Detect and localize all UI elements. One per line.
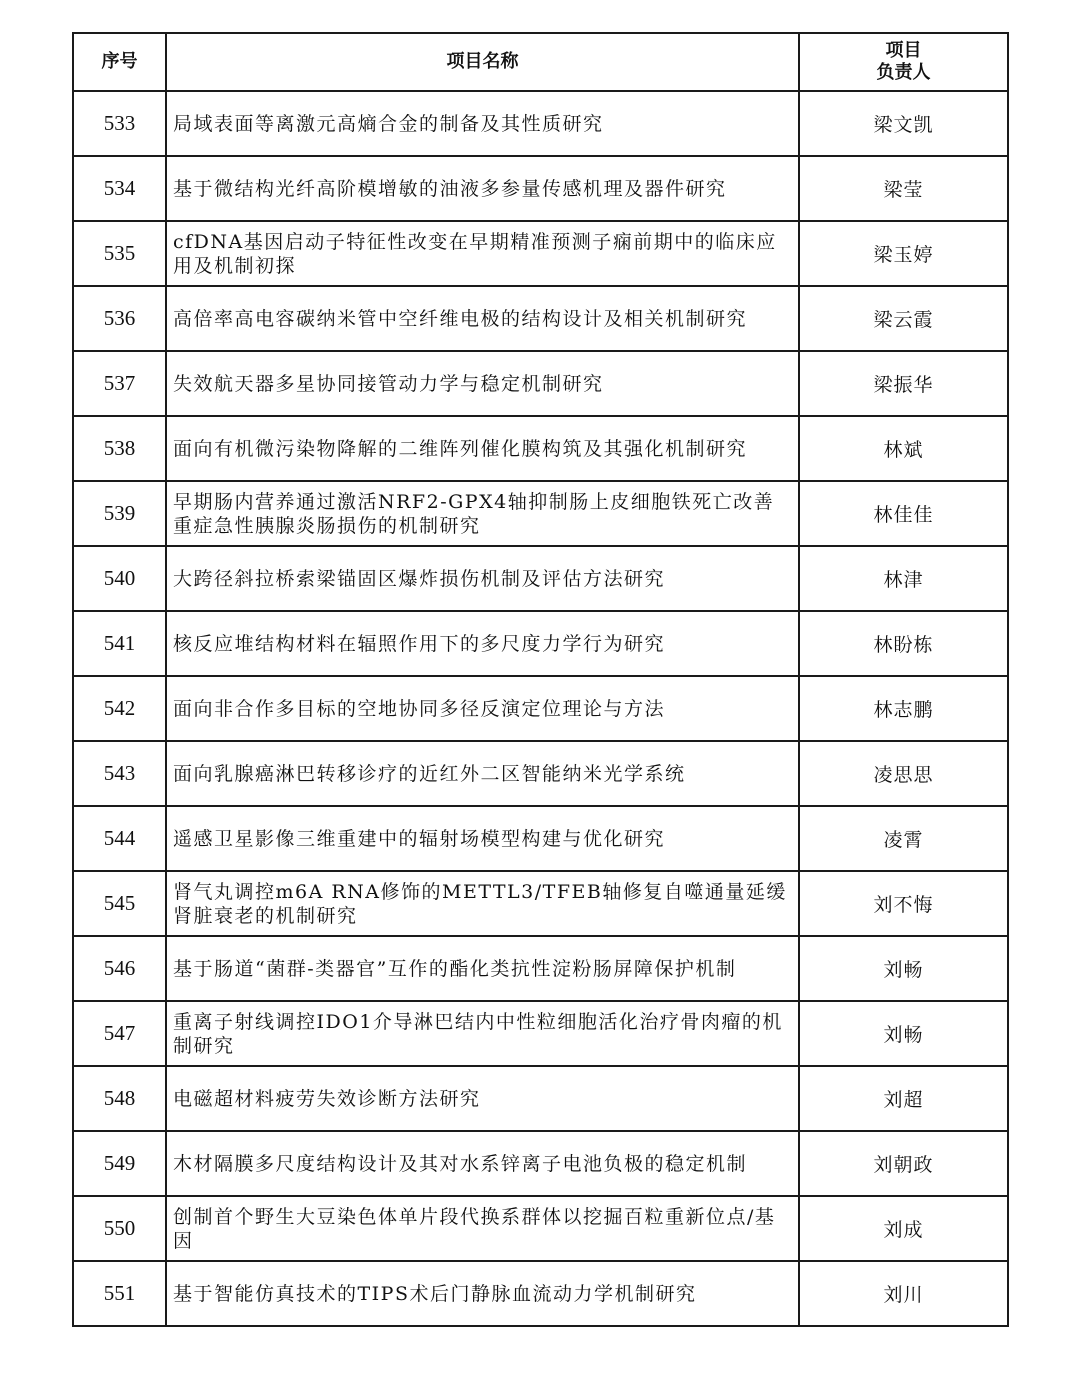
row-project-name: 面向有机微污染物降解的二维阵列催化膜构筑及其强化机制研究 xyxy=(166,416,799,481)
row-project-leader: 林佳佳 xyxy=(799,481,1008,546)
row-serial-number: 538 xyxy=(73,416,166,481)
table-row xyxy=(73,351,1008,416)
header-serial-number: 序号 xyxy=(73,33,166,91)
row-serial-number: 536 xyxy=(73,286,166,351)
table-row xyxy=(73,806,1008,871)
table-row xyxy=(73,611,1008,676)
row-project-name: 面向乳腺癌淋巴转移诊疗的近红外二区智能纳米光学系统 xyxy=(166,741,799,806)
row-project-name: 创制首个野生大豆染色体单片段代换系群体以挖掘百粒重新位点/基因 xyxy=(166,1196,799,1261)
row-serial-number: 550 xyxy=(73,1196,166,1261)
row-project-name: 基于肠道“菌群-类器官”互作的酯化类抗性淀粉肠屏障保护机制 xyxy=(166,936,799,1001)
table-row xyxy=(73,286,1008,351)
table-row xyxy=(73,416,1008,481)
row-project-name: 失效航天器多星协同接管动力学与稳定机制研究 xyxy=(166,351,799,416)
row-project-leader: 梁振华 xyxy=(799,351,1008,416)
header-project-leader-line2: 负责人 xyxy=(876,62,931,83)
table-row xyxy=(73,546,1008,611)
header-project-leader-line1: 项目 xyxy=(885,40,922,61)
row-serial-number: 548 xyxy=(73,1066,166,1131)
row-serial-number: 546 xyxy=(73,936,166,1001)
table-row xyxy=(73,676,1008,741)
row-project-leader: 梁文凯 xyxy=(799,91,1008,156)
row-project-name: 遥感卫星影像三维重建中的辐射场模型构建与优化研究 xyxy=(166,806,799,871)
table-row xyxy=(73,221,1008,286)
row-project-leader: 林志鹏 xyxy=(799,676,1008,741)
row-serial-number: 539 xyxy=(73,481,166,546)
row-serial-number: 549 xyxy=(73,1131,166,1196)
row-serial-number: 551 xyxy=(73,1261,166,1326)
row-project-name: 早期肠内营养通过激活NRF2-GPX4轴抑制肠上皮细胞铁死亡改善重症急性胰腺炎肠损伤的机制研究 xyxy=(166,481,799,546)
row-project-name: 电磁超材料疲劳失效诊断方法研究 xyxy=(166,1066,799,1131)
table-header-row xyxy=(73,33,1008,91)
row-serial-number: 540 xyxy=(73,546,166,611)
row-project-name: 木材隔膜多尺度结构设计及其对水系锌离子电池负极的稳定机制 xyxy=(166,1131,799,1196)
table-row xyxy=(73,1066,1008,1131)
row-project-name: 局域表面等离激元高熵合金的制备及其性质研究 xyxy=(166,91,799,156)
row-project-leader: 林津 xyxy=(799,546,1008,611)
row-serial-number: 545 xyxy=(73,871,166,936)
row-project-leader: 刘朝政 xyxy=(799,1131,1008,1196)
row-serial-number: 543 xyxy=(73,741,166,806)
header-project-name: 项目名称 xyxy=(166,33,799,91)
row-serial-number: 537 xyxy=(73,351,166,416)
row-project-name: 基于微结构光纤高阶模增敏的油液多参量传感机理及器件研究 xyxy=(166,156,799,221)
row-serial-number: 533 xyxy=(73,91,166,156)
row-project-name: 大跨径斜拉桥索梁锚固区爆炸损伤机制及评估方法研究 xyxy=(166,546,799,611)
table-row xyxy=(73,156,1008,221)
row-project-name: 面向非合作多目标的空地协同多径反演定位理论与方法 xyxy=(166,676,799,741)
row-project-leader: 刘超 xyxy=(799,1066,1008,1131)
row-project-name: 肾气丸调控m6A RNA修饰的METTL3/TFEB轴修复自噬通量延缓肾脏衰老的机制研究 xyxy=(166,871,799,936)
row-project-name: 高倍率高电容碳纳米管中空纤维电极的结构设计及相关机制研究 xyxy=(166,286,799,351)
row-project-leader: 刘畅 xyxy=(799,1001,1008,1066)
table-row xyxy=(73,1131,1008,1196)
row-serial-number: 544 xyxy=(73,806,166,871)
row-project-leader: 林盼栋 xyxy=(799,611,1008,676)
table-row xyxy=(73,1261,1008,1326)
table-row xyxy=(73,936,1008,1001)
row-serial-number: 542 xyxy=(73,676,166,741)
row-project-leader: 梁莹 xyxy=(799,156,1008,221)
header-project-leader xyxy=(799,33,1008,91)
row-serial-number: 547 xyxy=(73,1001,166,1066)
row-project-leader: 刘成 xyxy=(799,1196,1008,1261)
row-project-leader: 凌思思 xyxy=(799,741,1008,806)
row-project-leader: 刘不悔 xyxy=(799,871,1008,936)
table-row xyxy=(73,481,1008,546)
row-project-name: 基于智能仿真技术的TIPS术后门静脉血流动力学机制研究 xyxy=(166,1261,799,1326)
table-row xyxy=(73,741,1008,806)
row-project-name: cfDNA基因启动子特征性改变在早期精准预测子痫前期中的临床应用及机制初探 xyxy=(166,221,799,286)
row-serial-number: 541 xyxy=(73,611,166,676)
row-project-leader: 梁玉婷 xyxy=(799,221,1008,286)
row-serial-number: 534 xyxy=(73,156,166,221)
project-list-table xyxy=(72,32,1009,1327)
table-row xyxy=(73,1196,1008,1261)
table-row xyxy=(73,91,1008,156)
project-list-table-container xyxy=(72,32,1007,1327)
row-serial-number: 535 xyxy=(73,221,166,286)
row-project-leader: 林斌 xyxy=(799,416,1008,481)
table-row xyxy=(73,871,1008,936)
table-row xyxy=(73,1001,1008,1066)
row-project-leader: 刘畅 xyxy=(799,936,1008,1001)
row-project-name: 重离子射线调控IDO1介导淋巴结内中性粒细胞活化治疗骨肉瘤的机制研究 xyxy=(166,1001,799,1066)
row-project-leader: 刘川 xyxy=(799,1261,1008,1326)
row-project-leader: 凌霄 xyxy=(799,806,1008,871)
row-project-leader: 梁云霞 xyxy=(799,286,1008,351)
row-project-name: 核反应堆结构材料在辐照作用下的多尺度力学行为研究 xyxy=(166,611,799,676)
